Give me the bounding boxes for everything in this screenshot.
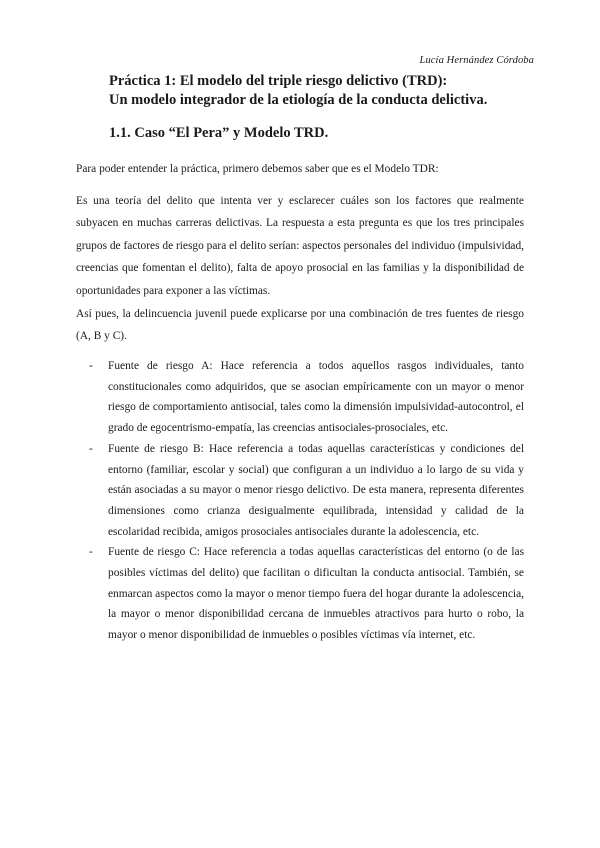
document-title bbox=[109, 72, 549, 110]
risk-sources-list bbox=[76, 356, 524, 646]
title-line-2: Un modelo integrador de la etiología de la conducta delictiva. bbox=[109, 92, 488, 108]
list-bullet: - bbox=[89, 360, 93, 372]
paragraph-theory: Es una teoría del delito que intenta ver y esclarecer cuáles son los factores que realmente subyacen en muchas carreras delictivas. La respuesta a esta pregunta es que los tres principales grupos de factores de riesgo para el delito serían: aspectos personales del individuo (impulsividad, creencias que fomentan el delito), falta de apoyo prosocial en las familias y la disponibilidad de oportunidades para exponer a las víctimas. bbox=[76, 195, 524, 297]
list-item-risk-c bbox=[76, 542, 524, 646]
list-bullet: - bbox=[89, 546, 93, 559]
title-line-1: Práctica 1: El modelo del triple riesgo delictivo (TRD): bbox=[109, 73, 448, 89]
list-item-text: Fuente de riesgo B: Hace referencia a todas aquellas características y condiciones del entorno (familiar, escolar y social) que configuran a un individuo a lo largo de su vida y están asociadas a su mayor o menor riesgo delictivo. De esta manera, representa diferentes dimensiones como crianza desigualmente equilibrada, intensidad y calidad de la escolaridad recibida, amigos prosociales antisociales durante la adolescencia, etc. bbox=[108, 442, 524, 538]
list-item-text: Fuente de riesgo A: Hace referencia a todos aquellos rasgos individuales, tanto constitucionales como adquiridos, que se asocian empíricamente con un mayor o menor riesgo de comportamiento antisocial, tales como la dimensión impulsividad-autocontrol, el grado de egocentrismo-empatía, las creencias antisociales-prosociales, etc. bbox=[108, 360, 524, 435]
section-heading: 1.1. Caso “El Pera” y Modelo TRD. bbox=[109, 125, 329, 141]
list-item-risk-a bbox=[76, 356, 524, 439]
paragraph-intro: Para poder entender la práctica, primero debemos saber que es el Modelo TDR: bbox=[76, 163, 439, 175]
author-name: Lucía Hernández Córdoba bbox=[419, 55, 534, 66]
list-item-risk-b bbox=[76, 439, 524, 543]
list-bullet: - bbox=[89, 442, 93, 455]
paragraph-sources: Así pues, la delincuencia juvenil puede explicarse por una combinación de tres fuentes de riesgo (A, B y C). bbox=[76, 308, 524, 343]
list-item-text: Fuente de riesgo C: Hace referencia a todas aquellas características del entorno (o de las posibles víctimas del delito) que facilitan o dificultan la conducta antisocial. También, se enmarcan aspectos como la mayor o menor tiempo fuera del hogar durante la adolescencia, la mayor o menor disponibilidad cercana de inmuebles atractivos para hurto o robo, la mayor o menor disponibilidad de inmuebles o posibles víctimas vía internet, etc. bbox=[108, 546, 524, 642]
